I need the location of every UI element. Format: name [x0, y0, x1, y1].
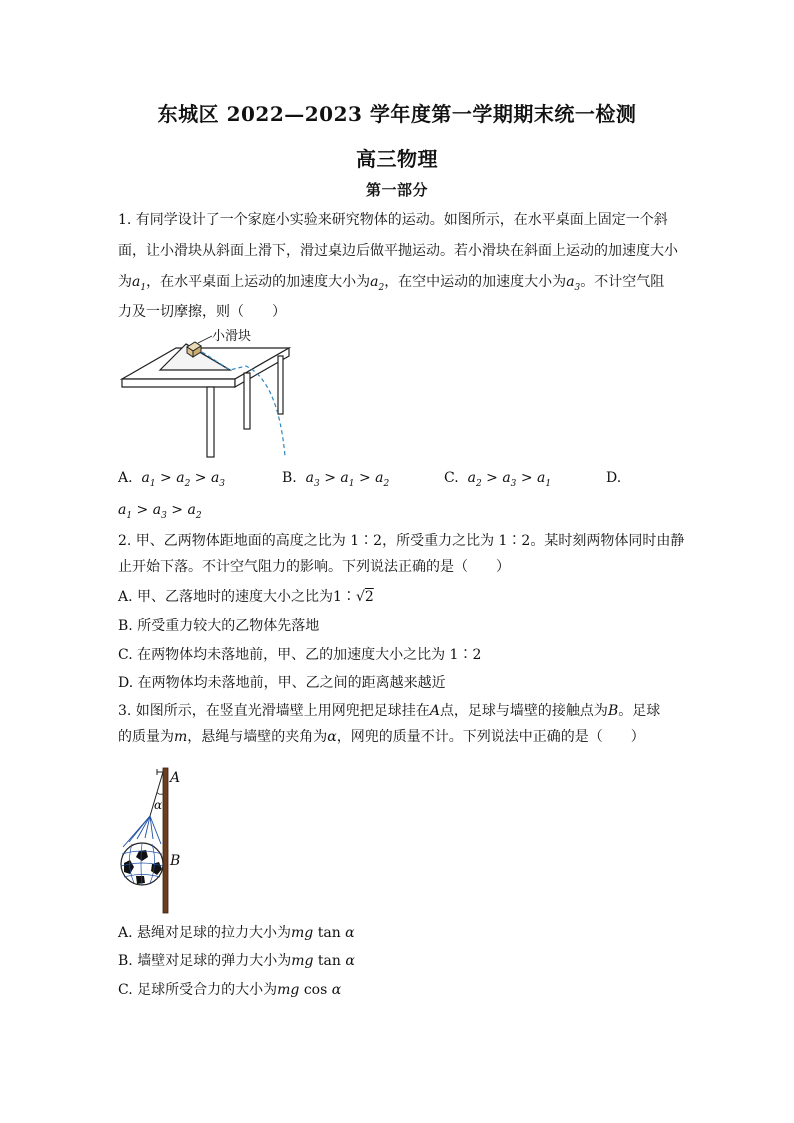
- q3-option-c[interactable]: C. 足球所受合力的大小为mg cos α: [118, 982, 342, 998]
- q2-option-b[interactable]: B. 所受重力较大的乙物体先落地: [118, 618, 320, 634]
- q2-line-2: 止开始下落。不计空气阻力的影响。下列说法正确的是（ ）: [118, 559, 510, 575]
- point-a-label: A: [170, 770, 181, 786]
- sqrt-sign: √: [355, 589, 365, 605]
- q2-option-d[interactable]: D. 在两物体均未落地前，甲、乙之间的距离越来越近: [118, 675, 446, 691]
- table-leg-side: [278, 356, 283, 414]
- q1-option-a[interactable]: A. $a_1 > a_2 > a_3$: [118, 470, 226, 489]
- var-a3: $a_3$: [566, 274, 581, 293]
- net: [123, 816, 161, 847]
- var-a2: $a_2$: [370, 274, 385, 293]
- q3-line-1: 3. 如图所示，在竖直光滑墙壁上用网兜把足球挂在A点，足球与墙壁的接触点为B。足球: [118, 703, 661, 719]
- q1-option-c[interactable]: C. $a_2 > a_3 > a_1$: [444, 470, 552, 489]
- table-front-edge: [122, 379, 235, 387]
- alpha-label: α: [154, 798, 163, 812]
- q1-option-b[interactable]: B. $a_3 > a_1 > a_2$: [282, 470, 390, 489]
- part-title: 第一部分: [365, 181, 428, 199]
- var-a1: $a_1$: [132, 274, 147, 293]
- ball-wall-figure: [112, 764, 202, 916]
- q3-option-a[interactable]: A. 悬绳对足球的拉力大小为mg tan α: [118, 925, 355, 941]
- wall: [163, 768, 168, 913]
- q1-line-3: 为$a_1$，在水平桌面上运动的加速度大小为$a_2$，在空中运动的加速度大小为$a_3$。不计空气阻: [118, 274, 665, 293]
- q1-line-4: 力及一切摩擦，则（ ）: [118, 304, 286, 320]
- exam-title: 东城区 2022—2023 学年度第一学期期末统一检测: [157, 102, 637, 126]
- q1-option-d-label[interactable]: D.: [606, 470, 622, 486]
- q1-option-d[interactable]: $a_1 > a_3 > a_2$: [118, 502, 202, 521]
- q2-option-a[interactable]: A. 甲、乙落地时的速度大小之比为1∶√2: [118, 589, 374, 605]
- q2-line-1: 2. 甲、乙两物体距地面的高度之比为 1∶2，所受重力之比为 1∶2。某时刻两物体同时由静: [118, 533, 685, 549]
- q3-option-b[interactable]: B. 墙壁对足球的弹力大小为mg tan α: [118, 953, 355, 969]
- subject-title: 高三物理: [356, 147, 438, 171]
- q3-line-2: 的质量为m，悬绳与墙壁的夹角为α，网兜的质量不计。下列说法中正确的是（ ）: [118, 729, 645, 745]
- slider-label: 小滑块: [212, 329, 252, 344]
- q2-option-c[interactable]: C. 在两物体均未落地前，甲、乙的加速度大小之比为 1∶2: [118, 647, 482, 663]
- q1-line-2: 面，让小滑块从斜面上滑下，滑过桌边后做平抛运动。若小滑块在斜面上运动的加速度大小: [118, 243, 678, 259]
- point-b-label: B: [170, 853, 181, 869]
- q1-line-1: 1. 有同学设计了一个家庭小实验来研究物体的运动。如图所示，在水平桌面上固定一个斜: [118, 212, 668, 228]
- table-leg-back: [244, 373, 250, 429]
- table-leg-front: [207, 387, 214, 457]
